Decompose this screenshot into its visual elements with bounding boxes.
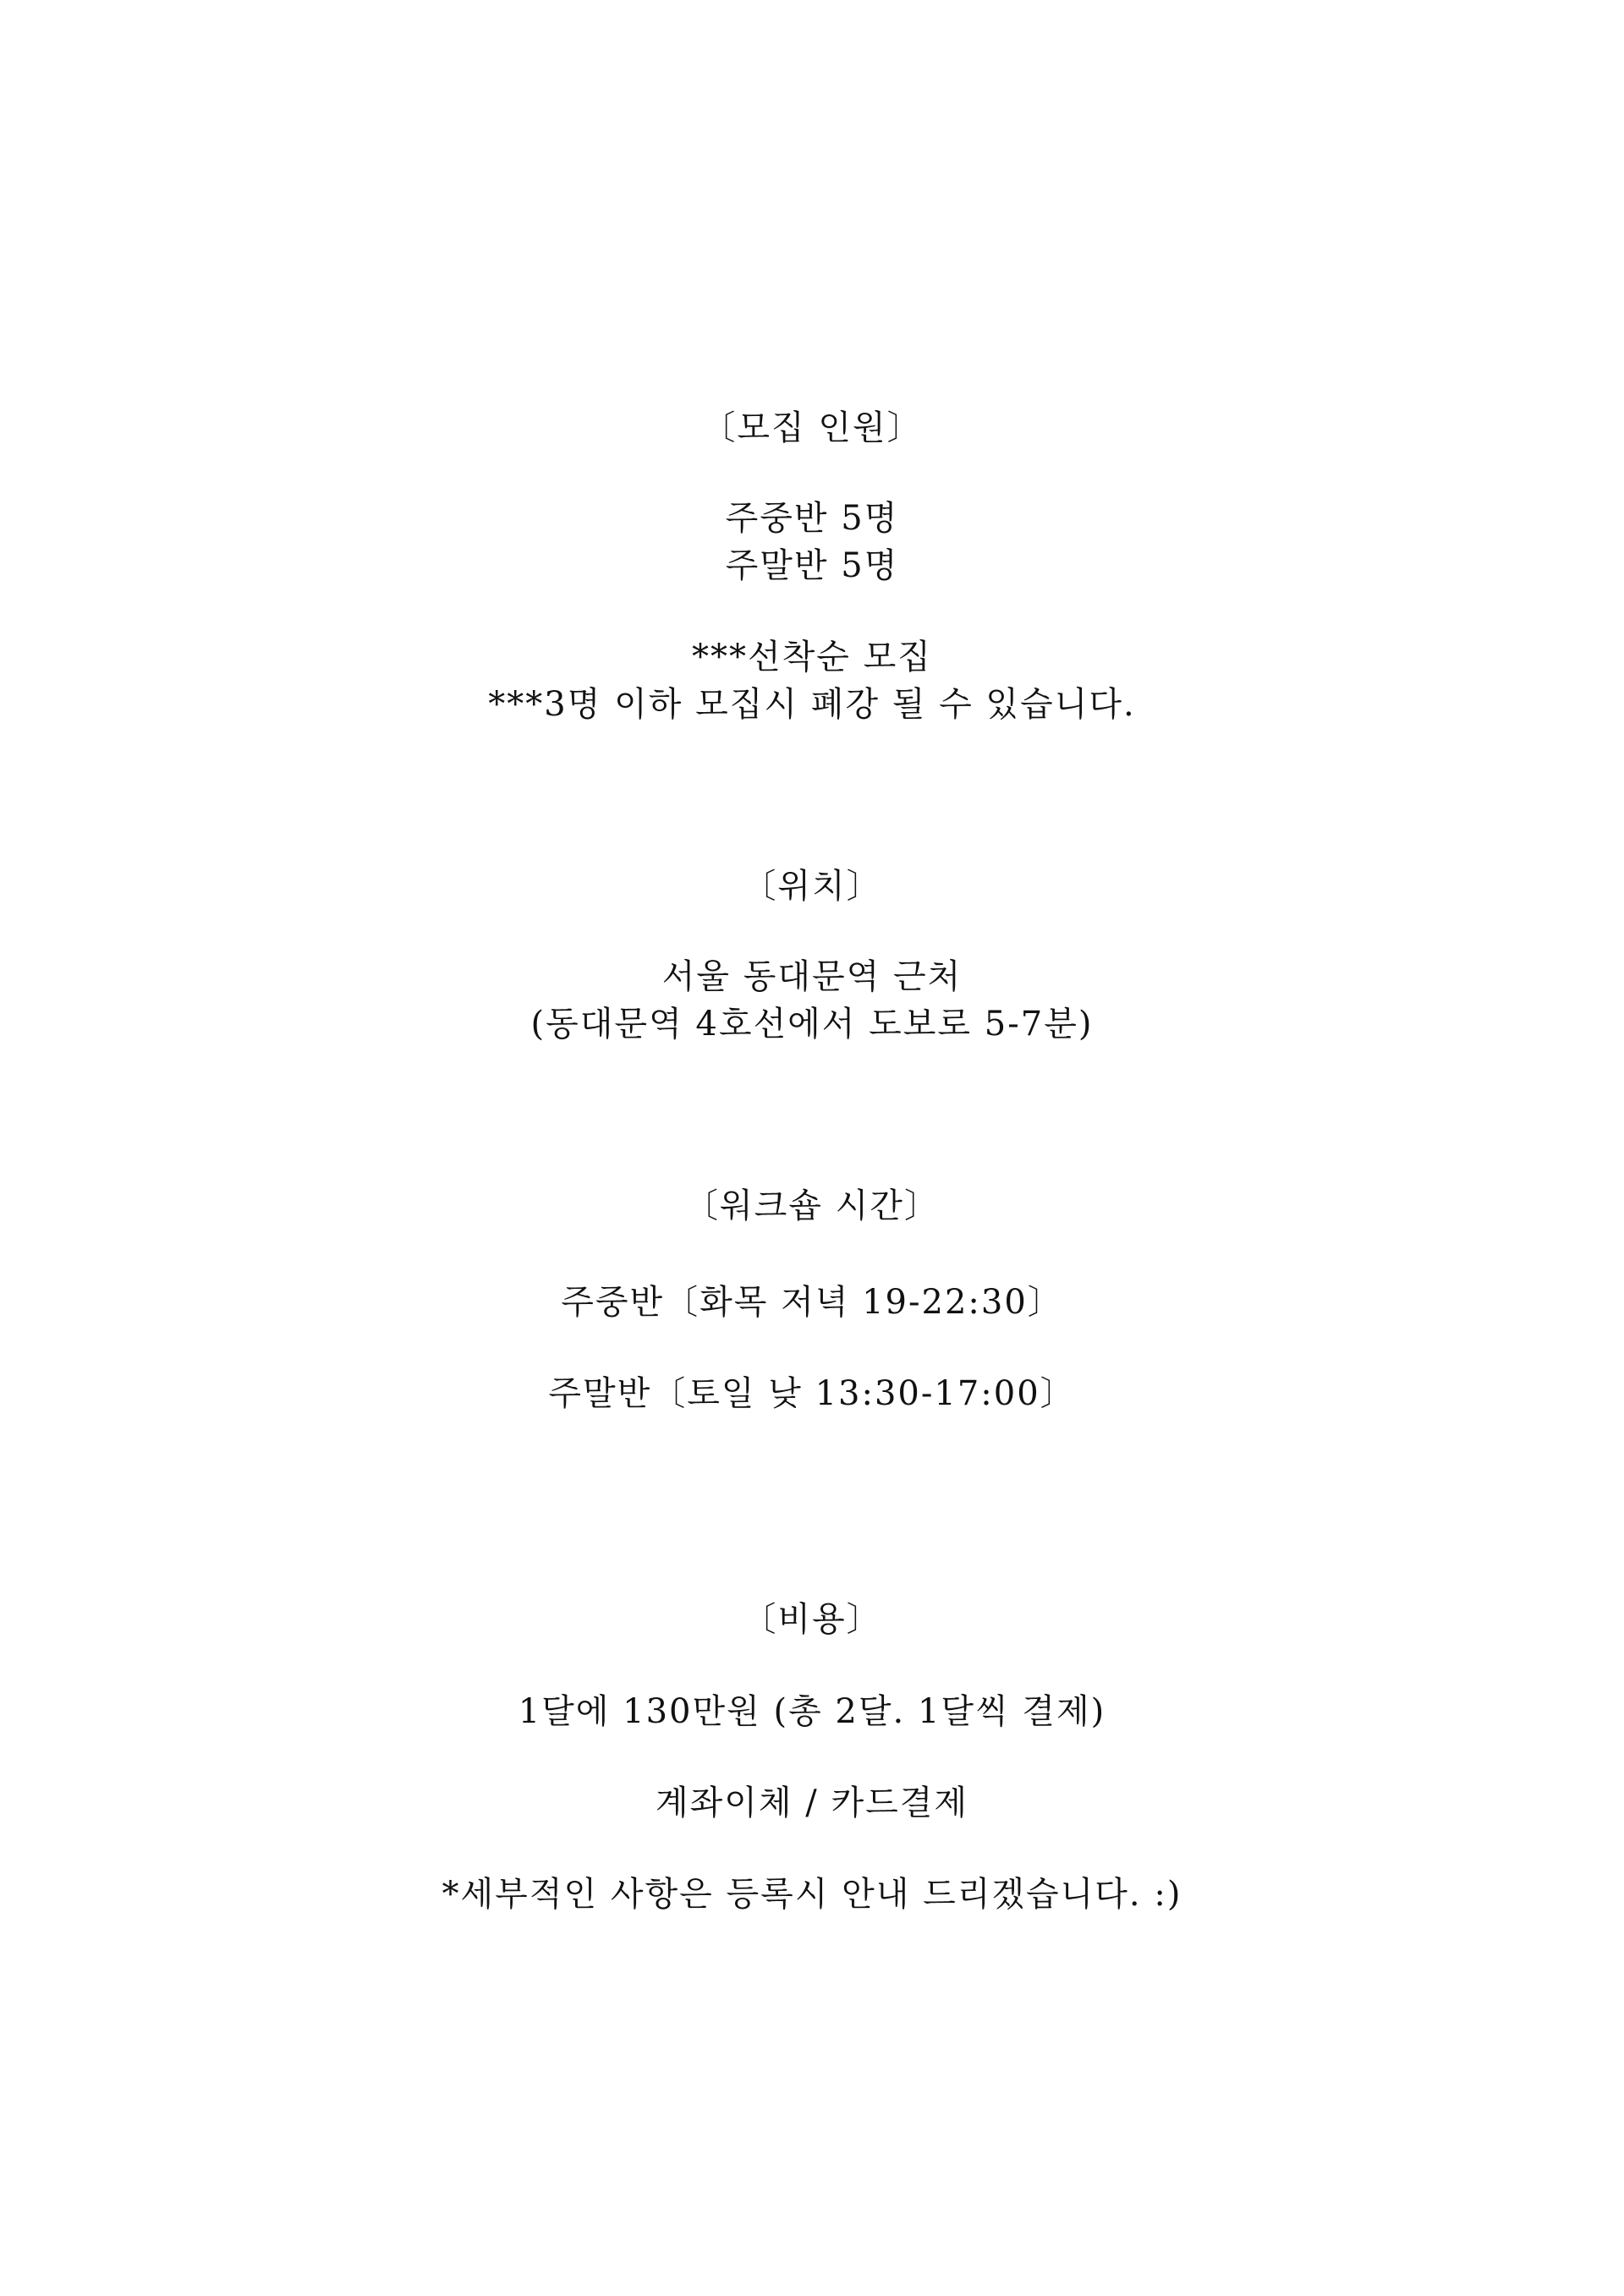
cost-heading: 〔비용〕 — [742, 1600, 882, 1639]
recruitment-weekday: 주중반 5명 — [725, 499, 899, 538]
cost-price: 1달에 130만원 (총 2달. 1달씩 결제) — [518, 1692, 1106, 1731]
recruitment-note-first-come: ***선착순 모집 — [692, 638, 932, 677]
location-detail: (동대문역 4호선에서 도보로 5-7분) — [530, 1005, 1094, 1044]
cost-payment: 계좌이체 / 카드결제 — [655, 1784, 969, 1822]
recruitment-note-cancel: ***3명 이하 모집시 폐강 될 수 있습니다. — [488, 685, 1136, 724]
schedule-weekday: 주중반〔화목 저녁 19-22:30〕 — [561, 1283, 1063, 1322]
schedule-weekend: 주말반〔토일 낮 13:30-17:00〕 — [548, 1374, 1076, 1413]
schedule-heading: 〔워크숍 시간〕 — [684, 1186, 940, 1225]
location-heading: 〔위치〕 — [742, 867, 882, 906]
location-place: 서울 동대문역 근처 — [661, 957, 963, 996]
cost-note: *세부적인 사항은 등록시 안내 드리겠습니다. :) — [442, 1875, 1182, 1914]
recruitment-weekend: 주말반 5명 — [725, 546, 899, 585]
recruitment-heading: 〔모집 인원〕 — [701, 408, 923, 447]
